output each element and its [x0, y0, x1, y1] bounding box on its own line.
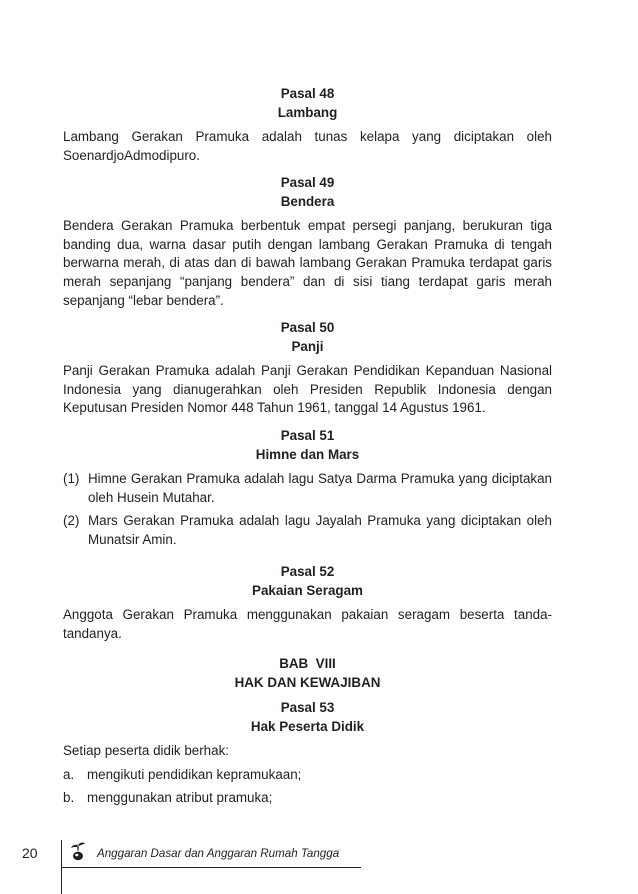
- page-footer: [0, 834, 638, 894]
- pasal-50-text: Panji Gerakan Pramuka adalah Panji Gerakan Pendidikan Kepanduan Nasional Indonesia yang dianugerahkan oleh Presiden Republik Indonesia dengan Keputusan Presiden Nomor 448 Tahun 1961, tanggal 14 Agustus 1961.: [63, 363, 552, 416]
- bab-heading: [63, 654, 552, 692]
- pasal-49-heading: [63, 173, 552, 211]
- pasal-49-text: Bendera Gerakan Pramuka berbentuk empat persegi panjang, berukuran tiga banding dua, warna dasar putih dengan lambang Gerakan Pramuka di tengah berwarna merah, di atas dan di bawah lambang Gerakan Pramuka terdapat garis merah sepanjang “panjang bendera” dan di sisi tiang terdapat garis merah sepanjang “lebar bendera”.: [63, 218, 552, 308]
- pasal-48-title: Lambang: [277, 105, 338, 120]
- pasal-50-title: Panji: [291, 339, 324, 355]
- pasal-48-number: Pasal 48: [280, 86, 335, 101]
- pasal-53-title: Hak Peserta Didik: [250, 718, 365, 734]
- list-item-number: (1): [63, 470, 80, 486]
- list-item-letter: a.: [63, 767, 75, 783]
- list-item: [63, 470, 552, 507]
- page-content: [63, 84, 552, 811]
- pasal-51-heading: [63, 426, 552, 464]
- list-item: [63, 512, 552, 549]
- list-item: [63, 766, 552, 785]
- pasal-53-section: [63, 698, 552, 808]
- list-item-text: Mars Gerakan Pramuka adalah lagu Jayalah Pramuka yang diciptakan oleh Munatsir Amin.: [88, 513, 552, 547]
- pasal-49-section: [63, 173, 552, 310]
- pasal-49-title: Bendera: [280, 194, 335, 210]
- list-item-number: (2): [63, 513, 80, 529]
- footer-horizontal-rule: [61, 867, 361, 868]
- running-title: Anggaran Dasar dan Anggaran Rumah Tangga: [97, 847, 340, 860]
- pasal-48-heading: [63, 84, 552, 122]
- bab-number: BAB VIII: [279, 655, 336, 671]
- pasal-51-title: Himne dan Mars: [255, 446, 360, 462]
- list-item-text: Himne Gerakan Pramuka adalah lagu Satya Darma Pramuka yang diciptakan oleh Husein Mutahar.: [88, 470, 552, 505]
- pasal-48-section: [63, 84, 552, 165]
- pasal-52-section: [63, 562, 552, 643]
- pasal-53-number: Pasal 53: [280, 699, 335, 715]
- pasal-50-section: [63, 318, 552, 418]
- pasal-52-title: Pakaian Seragam: [252, 583, 363, 599]
- pasal-51-list: [63, 470, 552, 549]
- pasal-52-heading: [63, 562, 552, 600]
- list-item: [63, 789, 552, 808]
- pasal-51-section: [63, 426, 552, 549]
- list-item-text: menggunakan atribut pramuka;: [87, 789, 273, 805]
- pasal-49-number: Pasal 49: [280, 175, 335, 191]
- list-item-text: mengikuti pendidikan kepramukaan;: [87, 767, 302, 783]
- page-number: 20: [22, 845, 38, 861]
- pasal-50-number: Pasal 50: [280, 320, 335, 336]
- pasal-48-text: Lambang Gerakan Pramuka adalah tunas kelapa yang diciptakan oleh SoenardjoAdmodipuro.: [63, 129, 552, 163]
- pasal-53-list: [63, 766, 552, 807]
- pasal-51-number: Pasal 51: [280, 427, 335, 443]
- pasal-52-number: Pasal 52: [280, 564, 335, 580]
- bab-title: HAK DAN KEWAJIBAN: [234, 674, 381, 690]
- pasal-53-intro: Setiap peserta didik berhak:: [63, 742, 229, 758]
- pasal-52-text: Anggota Gerakan Pramuka menggunakan pakaian seragam beserta tanda-tandanya.: [63, 607, 552, 641]
- tunas-kelapa-icon: [70, 840, 86, 862]
- pasal-50-heading: [63, 318, 552, 356]
- pasal-53-heading: [63, 698, 552, 736]
- list-item-letter: b.: [63, 789, 75, 805]
